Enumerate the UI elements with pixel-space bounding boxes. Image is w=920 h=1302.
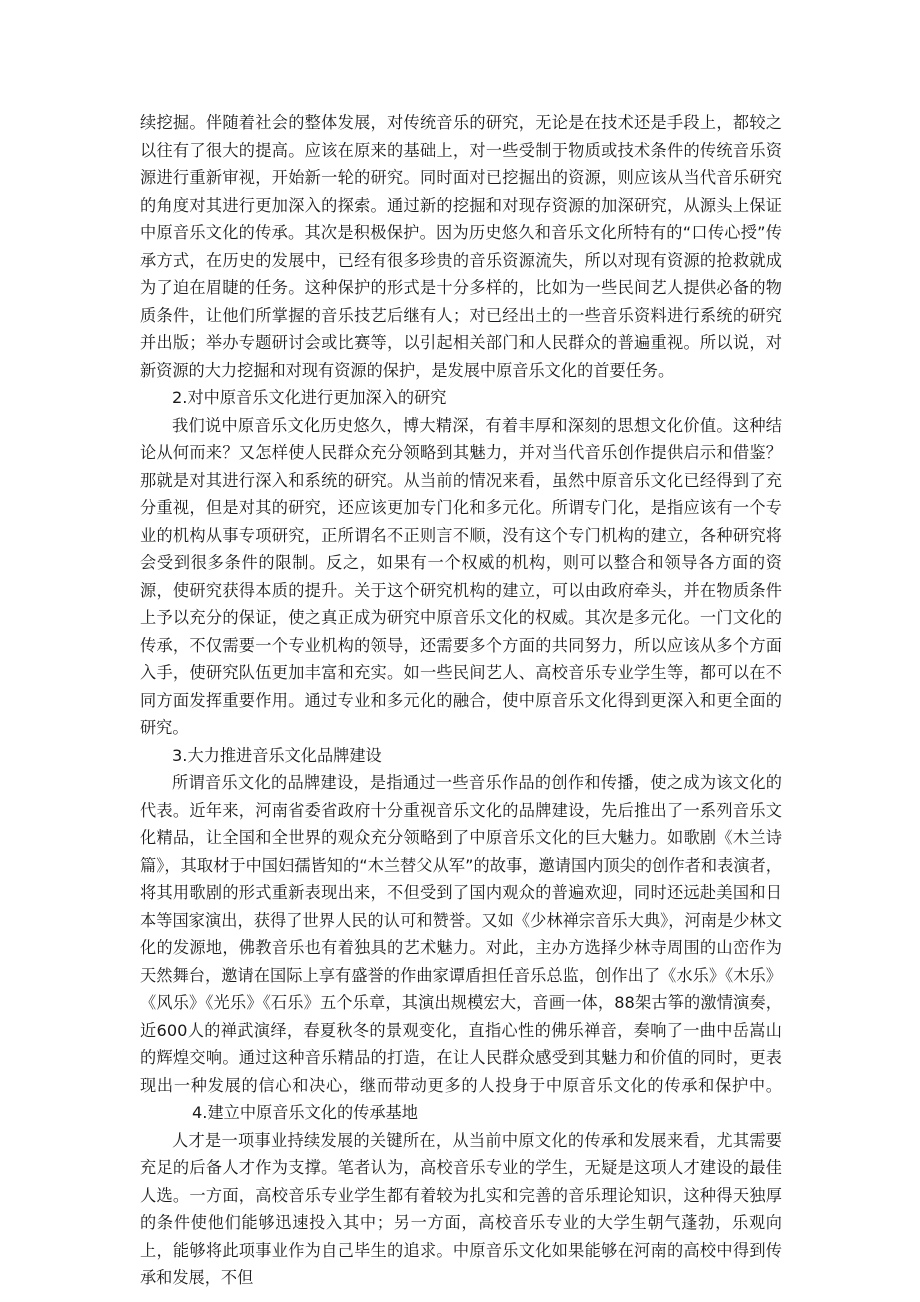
paragraph-brand-text: 所谓音乐文化的品牌建设，是指通过一些音乐作品的创作和传播，使之成为该文化的代表。近年来，河南省委省政府十分重视音乐文化的品牌建设，先后推出了一系列音乐文化精品，让全国和全世界的观众充分领略到了中原音乐文化的巨大魅力。如歌剧《木兰诗篇》，其取材于中国妇孺皆知的“木兰替父从军”的故事，邀请国内顶尖的创作者和表演者，将其用歌剧的形式重新表现出来，不但受到了国内观众的普遍欢迎，同时还远赴美国和日本等国家演出，获得了世界人民的认可和赞誉。又如《少林禅宗音乐大典》，河南是少林文化的发源地，佛教音乐也有着独具的艺术魅力。对此，主办方选择少林寺周围的山峦作为天然舞台，邀请在国际上享有盛誉的作曲家谭盾担任音乐总监，创作出了《水乐》《木乐》《风乐》《光乐》《石乐》五个乐章，其演出规模宏大，音画一体，88架古筝的激情演奏，近600人的禅武演绎，春夏秋冬的景观变化，直指心性的佛乐禅音，奏响了一曲中岳嵩山的辉煌交响。通过这种音乐精品的打造，在让人民群众感受到其魅力和价值的同时，更表现出一种发展的信心和决心，继而带动更多的人投身于中原音乐文化的传承和保护中。 — [140, 773, 782, 1095]
paragraph-talent: 人才是一项事业持续发展的关键所在，从当前中原文化的传承和发展来看，尤其需要充足的后备人才作为支撑。笔者认为，高校音乐专业的学生，无疑是这项人才建设的最佳人选。一方面，高校音乐专业学生都有着较为扎实和完善的音乐理论知识，这种得天独厚的条件使他们能够迅速投入其中；另一方面，高校音乐专业的大学生朝气蓬勃，乐观向上，能够将此项事业作为自己毕生的追求。中原音乐文化如果能够在河南的高校中得到传承和发展，不但 — [140, 1130, 782, 1287]
section-heading-3: 3.大力推进音乐文化品牌建设 — [172, 745, 382, 765]
paragraph-continuation: 续挖掘。伴随着社会的整体发展，对传统音乐的研究，无论是在技术还是手段上，都较之以往有了很大的提高。应该在原来的基础上，对一些受制于物质或技术条件的传统音乐资源进行重新审视，开始新一轮的研究。同时面对已挖掘出的资源，则应该从当代音乐研究的角度对其进行更加深入的探索。通过新的挖掘和对现存资源的加深研究，从源头上保证中原音乐文化的传承。其次是积极保护。因为历史悠久和音乐文化所特有的“口传心授”传承方式，在历史的发展中，已经有很多珍贵的音乐资源流失，所以对现有资源的抢救就成为了迫在眉睫的任务。这种保护的形式是十分多样的，比如为一些民间艺人提供必备的物质条件，让他们所掌握的音乐技艺后继有人；对已经出土的一些音乐资料进行系统的研究并出版；举办专题研讨会或比赛等，以引起相关部门和人民群众的普遍重视。所以说，对新资源的大力挖掘和对现有资源的保护，是发展中原音乐文化的首要任务。 — [140, 113, 782, 380]
paragraph-brand — [140, 769, 782, 1127]
section-heading-2: 2.对中原音乐文化进行更加深入的研究 — [172, 388, 447, 407]
section-heading-4: 4.建立中原音乐文化的传承基地 — [192, 1103, 418, 1122]
document-page — [140, 109, 782, 1292]
paragraph-research: 我们说中原音乐文化历史悠久，博大精深，有着丰厚和深刻的思想文化价值。这种结论从何而来？又怎样使人民群众充分领略到其魅力，并对当代音乐创作提供启示和借鉴？那就是对其进行深入和系统的研究。从当前的情况来看，虽然中原音乐文化已经得到了充分重视，但是对其的研究，还应该更加专门化和多元化。所谓专门化，是指应该有一个专业的机构从事专项研究，正所谓名不正则言不顺，没有这个专门机构的建立，各种研究将会受到很多条件的限制。反之，如果有一个权威的机构，则可以整合和领导各方面的资源，使研究获得本质的提升。关于这个研究机构的建立，可以由政府牵头，并在物质条件上予以充分的保证，使之真正成为研究中原音乐文化的权威。其次是多元化。一门文化的传承，不仅需要一个专业机构的领导，还需要多个方面的共同努力，所以应该从多个方面入手，使研究队伍更加丰富和充实。如一些民间艺人、高校音乐专业学生等，都可以在不同方面发挥重要作用。通过专业和多元化的融合，使中原音乐文化得到更深入和更全面的研究。 — [140, 415, 782, 737]
